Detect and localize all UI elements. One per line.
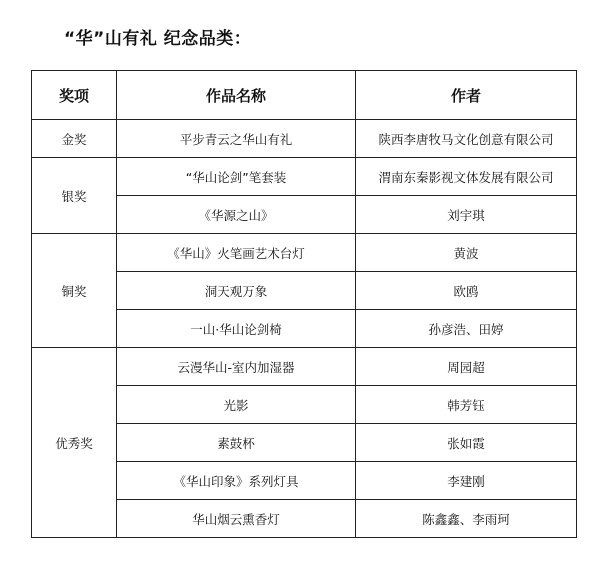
award-cell: 银奖 (32, 158, 117, 234)
author-cell: 刘宇琪 (356, 196, 577, 234)
work-cell: 云漫华山-室内加湿器 (117, 348, 356, 386)
table-row (32, 348, 577, 386)
work-cell: 一山·华山论剑椅 (117, 310, 356, 348)
author-cell: 张如霞 (356, 424, 577, 462)
award-cell: 铜奖 (32, 234, 117, 348)
awards-table (31, 70, 577, 538)
work-cell: 华山烟云熏香灯 (117, 500, 356, 538)
award-cell: 金奖 (32, 120, 117, 158)
work-cell: 平步青云之华山有礼 (117, 120, 356, 158)
author-cell: 黄波 (356, 234, 577, 272)
author-cell: 陕西李唐牧马文化创意有限公司 (356, 120, 577, 158)
author-cell: 韩芳钰 (356, 386, 577, 424)
page-title: “华”山有礼 纪念品类： (64, 29, 252, 49)
table-row (32, 120, 577, 158)
author-cell: 渭南东秦影视文体发展有限公司 (356, 158, 577, 196)
award-cell: 优秀奖 (32, 348, 117, 538)
work-cell: 《华源之山》 (117, 196, 356, 234)
header-author: 作者 (356, 71, 577, 120)
table-row (32, 158, 577, 196)
work-cell: 洞天观万象 (117, 272, 356, 310)
work-cell: 素鼓杯 (117, 424, 356, 462)
work-cell: 光影 (117, 386, 356, 424)
author-cell: 李建刚 (356, 462, 577, 500)
author-cell: 周园超 (356, 348, 577, 386)
header-work: 作品名称 (117, 71, 356, 120)
header-award: 奖项 (32, 71, 117, 120)
work-cell: 《华山》火笔画艺术台灯 (117, 234, 356, 272)
table-row (32, 234, 577, 272)
table-header-row (32, 71, 577, 120)
work-cell: “华山论剑”笔套装 (117, 158, 356, 196)
author-cell: 欧鸥 (356, 272, 577, 310)
author-cell: 孙彦浩、田婷 (356, 310, 577, 348)
work-cell: 《华山印象》系列灯具 (117, 462, 356, 500)
author-cell: 陈鑫鑫、李雨珂 (356, 500, 577, 538)
